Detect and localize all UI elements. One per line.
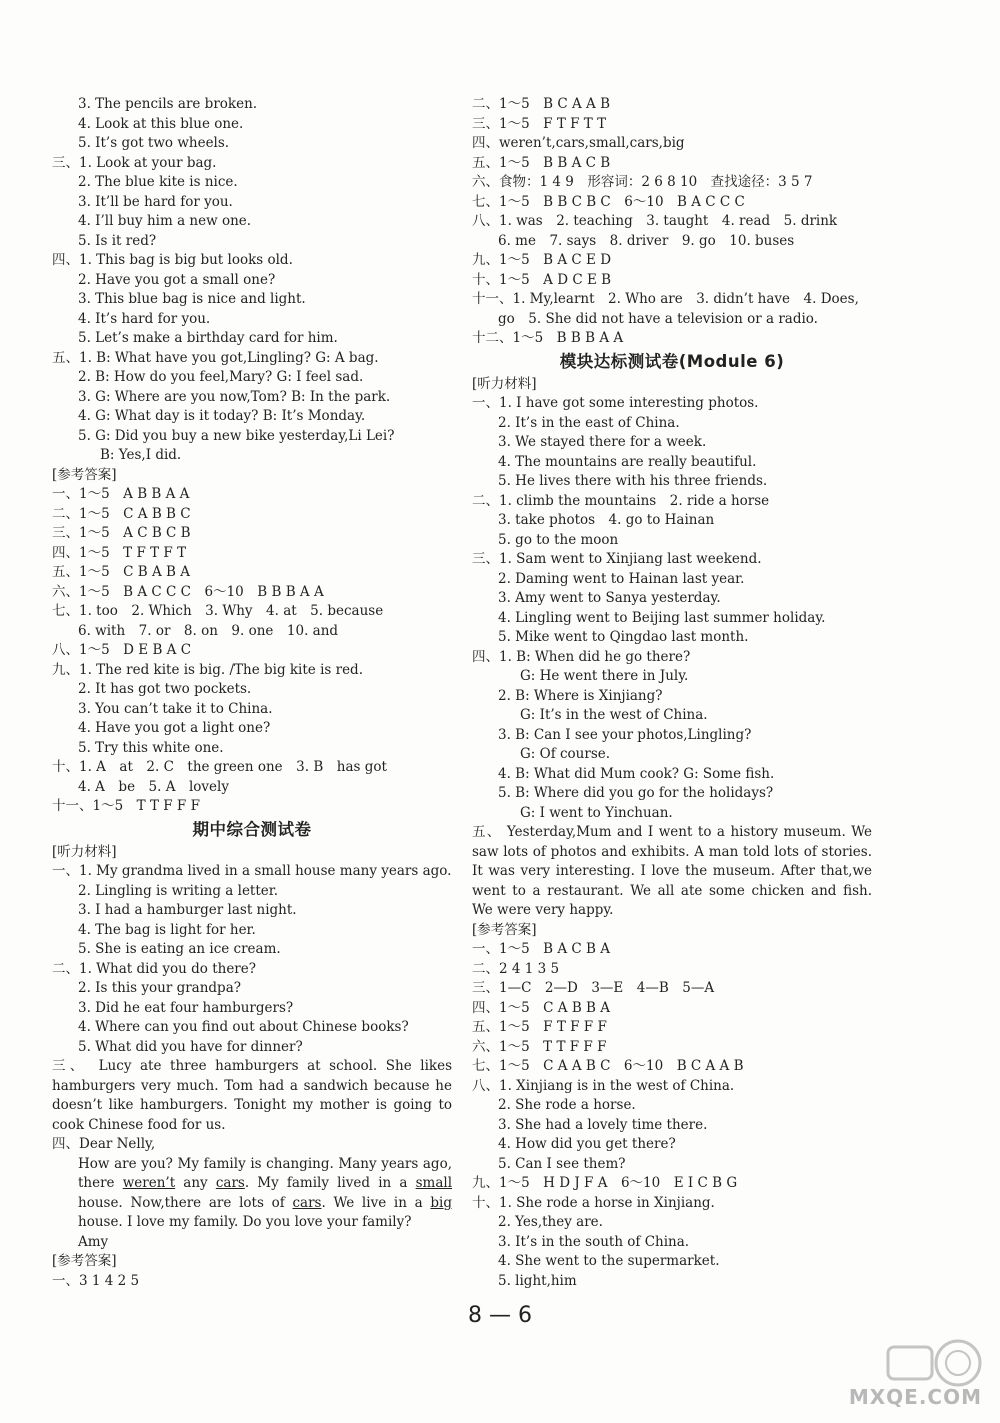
text-line: 4. Look at this blue one. [78,115,244,132]
answer-line: 三、1～5 F T F T T [472,115,607,132]
section-line: 二、1. What did you do there? [52,960,256,977]
answer-line: 八、1. was 2. teaching 3. taught 4. read 5. drink [472,213,838,229]
text-line: G: I went to Yinchuan. [520,804,673,821]
answer-line: 五、1～5 F T F F F [472,1019,607,1035]
underlined-word: big [430,1194,452,1211]
text-line: 4. Where can you find out about Chinese books? [78,1019,409,1035]
answer-line: 3. You can’t take it to China. [78,700,273,717]
listening-passage: 三、 Lucy ate three hamburgers at school. She likes hamburgers very much. Tom had a sandwich because he doesn’t like hamburgers. Tonight my mother is going to cook Chinese food for us. [52,1058,452,1133]
text-line: 5. He lives there with his three friends. [498,473,768,489]
text-line: 3. It’ll be hard for you. [78,193,233,210]
answer-line: 七、1～5 B B C B C 6～10 B A C C C [472,193,745,210]
answer-line: 六、1～5 B A C C C 6～10 B B B A A [52,583,324,600]
answer-line: 二、1～5 C A B B C [52,505,191,522]
text-line: 3. B: Can I see your photos,Lingling? [498,726,752,743]
text-line: 5. She is eating an ice cream. [78,941,281,957]
text-line: 2. B: Where is Xinjiang? [498,687,663,704]
text-line: 2. B: How do you feel,Mary? G: I feel sad. [78,369,364,385]
answer-line: 4. She went to the supermarket. [498,1253,720,1269]
text-line: 5. go to the moon [498,531,619,548]
answer-line: 四、weren’t,cars,small,cars,big [472,135,685,151]
section-line: 四、1. B: When did he go there? [472,648,691,665]
text-line: 4. B: What did Mum cook? G: Some fish. [498,765,775,782]
text-line: G: Of course. [520,746,611,762]
answer-line: 十、1. A at 2. C the green one 3. B has got [52,759,387,775]
answer-line: 十一、1～5 T T F F F [52,798,200,814]
text-line: 2. Lingling is writing a letter. [78,882,279,899]
answer-line: 十一、1. My,learnt 2. Who are 3. didn’t have 4. Does, [472,291,859,307]
watermark-text: MXQE.COM [848,1385,982,1409]
text-line: 3. I had a hamburger last night. [78,902,297,918]
letter-signature: Amy [78,1233,109,1250]
text-line: 2. It’s in the east of China. [498,414,680,431]
text-line: 4. The mountains are really beautiful. [498,453,757,470]
letter-text: . My family lived in a [244,1175,416,1191]
section-line: 三、1. Sam went to Xinjiang last weekend. [472,551,762,567]
text-line: 5. Mike went to Qingdao last month. [498,629,749,645]
underlined-word: weren’t [122,1175,176,1191]
answer-line: 五、1～5 B B A C B [472,154,611,171]
answer-line: 一、1～5 B A C B A [472,941,611,957]
text-line: 3. take photos 4. go to Hainan [498,512,715,528]
answer-line: 3. She had a lovely time there. [498,1116,708,1133]
answer-line: 5. Try this white one. [78,739,224,756]
text-line: 5. B: Where did you go for the holidays? [498,785,774,801]
answer-line: 二、2 4 1 3 5 [472,960,560,977]
text-line: G: He went there in July. [520,668,689,684]
right-column [472,95,872,1291]
answer-line: 2. Yes,they are. [498,1214,603,1230]
text-line: 5. What did you have for dinner? [78,1038,303,1055]
answer-line: 三、1—C 2—D 3—E 4—B 5—A [472,980,715,996]
text-line: 5. It’s got two wheels. [78,135,230,151]
answer-line: 一、3 1 4 2 5 [52,1272,140,1289]
answer-line: 5. light,him [498,1272,577,1289]
answer-line: 4. How did you get there? [498,1136,676,1152]
answer-line: 5. Can I see them? [498,1155,626,1172]
letter-text: house. I love my family. Do you love your family? [78,1214,412,1230]
answer-line: 三、1～5 A C B C B [52,525,191,541]
underlined-word: cars [215,1175,245,1191]
text-line: 一、1. I have got some interesting photos. [472,395,759,411]
listening-label: [听力材料] [52,843,117,860]
text-line: G: It’s in the west of China. [520,707,708,723]
answer-line: 七、1～5 C A A B C 6～10 B C A A B [472,1058,744,1074]
text-line: 3. Did he eat four hamburgers? [78,999,294,1016]
section-line: 五、1. B: What have you got,Lingling? G: A bag. [52,349,379,366]
letter-text: any [175,1175,216,1191]
answer-line: 3. It’s in the south of China. [498,1233,690,1250]
page-number: 8 — 6 [468,1303,532,1328]
answer-line: 五、1～5 C B A B A [52,564,191,580]
answer-line: 十、1. She rode a horse in Xinjiang. [472,1194,715,1211]
text-line: 5. Is it red? [78,232,157,249]
answer-key-label: [参考答案] [52,1253,117,1269]
letter-text: house. Now,there are lots of [78,1194,293,1211]
section-title: 模块达标测试卷(Module 6) [559,351,785,371]
answer-line: 十、1～5 A D C E B [472,271,612,288]
text-line: 4. It’s hard for you. [78,310,211,327]
answer-line: 八、1～5 D E B A C [52,642,192,658]
text-line: 3. G: Where are you now,Tom? B: In the park. [78,388,391,405]
letter-text: . We live in a [321,1194,431,1211]
answer-line: 2. It has got two pockets. [78,681,252,697]
underlined-word: small [415,1175,453,1191]
underlined-word: cars [292,1194,322,1211]
text-line: 4. I’ll buy him a new one. [78,213,252,229]
text-line: 3. This blue bag is nice and light. [78,291,306,307]
text-line: 2. Have you got a small one? [78,271,276,288]
text-line: 2. Daming went to Hainan last year. [498,570,745,587]
answer-key-label: [参考答案] [52,466,117,483]
text-line: 2. Is this your grandpa? [78,980,241,996]
answer-line: 2. She rode a horse. [498,1097,636,1113]
answer-line: 4. Have you got a light one? [78,720,271,736]
text-line: 4. The bag is light for her. [78,921,256,938]
text-line: 5. G: Did you buy a new bike yesterday,Li Lei? [78,427,395,444]
answer-line: 6. me 7. says 8. driver 9. go 10. buses [498,232,795,249]
section-line: 四、1. This bag is big but looks old. [52,252,293,268]
text-line: 4. G: What day is it today? B: It’s Monday. [78,408,366,424]
section-line: 三、1. Look at your bag. [52,154,217,171]
listening-label: [听力材料] [472,375,537,392]
text-line: 3. We stayed there for a week. [498,434,707,450]
watermark-logo [848,1333,988,1413]
answer-line: 七、1. too 2. Which 3. Why 4. at 5. because [52,603,384,619]
letter-salutation: 四、Dear Nelly, [52,1136,156,1152]
letter-text: How are you? My family is changing. Many years ago, there [78,1155,452,1191]
answer-line: 八、1. Xinjiang is in the west of China. [472,1077,735,1094]
letter-body [52,1155,452,1233]
answer-line: 6. with 7. or 8. on 9. one 10. and [78,622,339,639]
answer-line: 九、1～5 B A C E D [472,252,612,268]
answer-line: 九、1. The red kite is big. /The big kite is red. [52,661,363,678]
text-line: B: Yes,I did. [100,447,182,463]
answer-line: 十二、1～5 B B B A A [472,330,624,346]
text-line: 3. The pencils are broken. [78,96,258,112]
section-title: 期中综合测试卷 [192,819,312,839]
text-line: 2. The blue kite is nice. [78,174,238,190]
answer-line: 一、1～5 A B B A A [52,486,190,502]
answer-line: 四、1～5 T F T F T [52,544,187,561]
answer-line: 六、食物：1 4 9 形容词：2 6 8 10 查找途径：3 5 7 [472,174,813,190]
text-line: 5. Let’s make a birthday card for him. [78,330,338,346]
answer-line: 4. A be 5. A lovely [78,778,229,795]
answer-line: 九、1～5 H D J F A 6～10 E I C B G [472,1175,738,1191]
answer-line: 六、1～5 T T F F F [472,1038,607,1055]
text-line: 3. Amy went to Sanya yesterday. [498,590,721,606]
answer-line: go 5. She did not have a television or a radio. [498,310,818,327]
left-column [52,95,452,1291]
answer-key-label: [参考答案] [472,921,537,938]
answer-line: 二、1～5 B C A A B [472,96,611,112]
answer-line: 四、1～5 C A B B A [472,999,611,1016]
listening-passage: 五、 Yesterday,Mum and I went to a history museum. We saw lots of photos and exhibits. A man told lots of stories. It was very interesting. I love the museum. After that,we went to a restaurant. We all ate some chicken and fish. We were very happy. [472,824,872,918]
text-line: 4. Lingling went to Beijing last summer holiday. [498,609,826,626]
text-line: 一、1. My grandma lived in a small house many years ago. [52,863,452,879]
section-line: 二、1. climb the mountains 2. ride a horse [472,492,770,509]
